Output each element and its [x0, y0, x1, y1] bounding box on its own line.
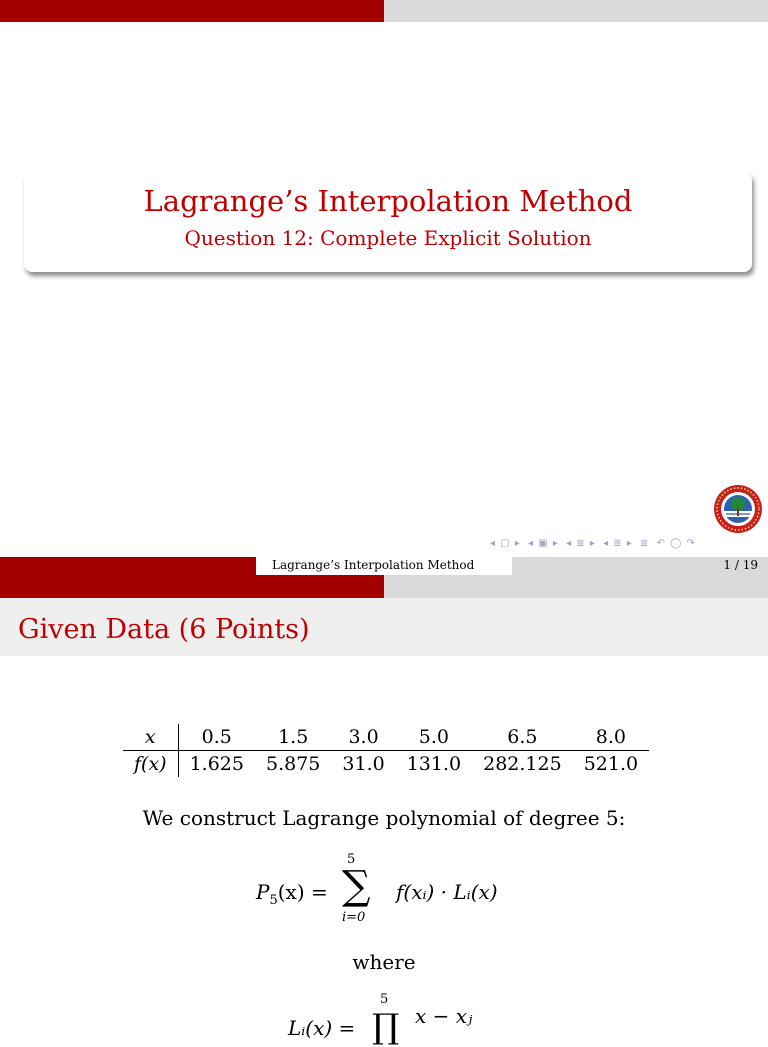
presentation-title: Lagrange’s Interpolation Method: [143, 184, 633, 218]
footer-page-number: 1 / 19: [723, 558, 758, 572]
equation-rhs: f(xᵢ) · Lᵢ(x): [396, 880, 498, 904]
header-bar-red: [0, 575, 384, 598]
nav-search-icon[interactable]: ↶ ◯ ↷: [656, 538, 696, 549]
row-label-x: x: [123, 724, 178, 751]
table-row-fx: [123, 751, 649, 778]
x-value: 3.0: [331, 724, 395, 751]
footer-center: [256, 557, 512, 575]
title-block: [24, 172, 752, 272]
x-value: 0.5: [178, 724, 255, 751]
fx-value: 5.875: [265, 753, 321, 775]
frame-title: Given Data (6 Points): [18, 614, 310, 645]
table-row-x: [123, 724, 649, 751]
equation-lhs: $P_5(x)$ =: [256, 880, 328, 908]
fx-value: 521.0: [583, 753, 639, 775]
navigation-symbols: [490, 538, 762, 552]
slide1-header-bar: [0, 0, 768, 22]
row-label-fx: f(x): [123, 751, 178, 778]
presentation-subtitle: Question 12: Complete Explicit Solution: [184, 226, 592, 250]
nav-subsection-icon[interactable]: ◂ ≣ ▸: [566, 538, 596, 549]
x-value: 1.5: [255, 724, 331, 751]
x-value: 8.0: [573, 724, 649, 751]
footer-left-bar: [0, 557, 256, 575]
fx-value: 131.0: [406, 753, 462, 775]
x-value: 6.5: [472, 724, 573, 751]
product-upper-limit: 5: [380, 992, 389, 1007]
nav-left-arrow-icon[interactable]: ◂ ▢ ▸: [490, 538, 521, 549]
header-bar-red: [0, 0, 384, 22]
product-symbol: ∏: [372, 1007, 400, 1047]
fx-value: 1.625: [189, 753, 244, 775]
basis-fraction-numerator: x − xⱼ: [415, 1004, 473, 1028]
footer-right: [512, 557, 768, 575]
polynomial-equation: [256, 852, 556, 932]
basis-equation: [280, 990, 530, 1047]
slide1-footer: [0, 557, 768, 575]
nav-section-icon[interactable]: ◂ ≣ ▸: [603, 538, 633, 549]
body-sentence: We construct Lagrange polynomial of degree 5:: [142, 806, 626, 830]
university-logo: [713, 484, 763, 534]
data-table: [123, 724, 649, 777]
nav-frame-icon[interactable]: ◂ ▣ ▸: [528, 538, 559, 549]
fx-value: 31.0: [342, 753, 385, 775]
slide2-header-bar: [0, 575, 768, 598]
x-value: 5.0: [396, 724, 472, 751]
fx-value: 282.125: [483, 753, 562, 775]
header-bar-grey: [384, 0, 768, 22]
nav-toc-icon[interactable]: ≣: [640, 538, 650, 549]
where-text: where: [352, 950, 416, 974]
sum-lower-limit: i=0: [342, 910, 366, 925]
header-bar-grey: [384, 575, 768, 598]
sum-upper-limit: 5: [347, 852, 356, 867]
frame-title-bar: [0, 598, 768, 656]
sum-symbol: ∑: [342, 863, 371, 909]
basis-lhs: Lᵢ(x) =: [288, 1016, 356, 1040]
footer-title: Lagrange’s Interpolation Method: [272, 558, 475, 572]
